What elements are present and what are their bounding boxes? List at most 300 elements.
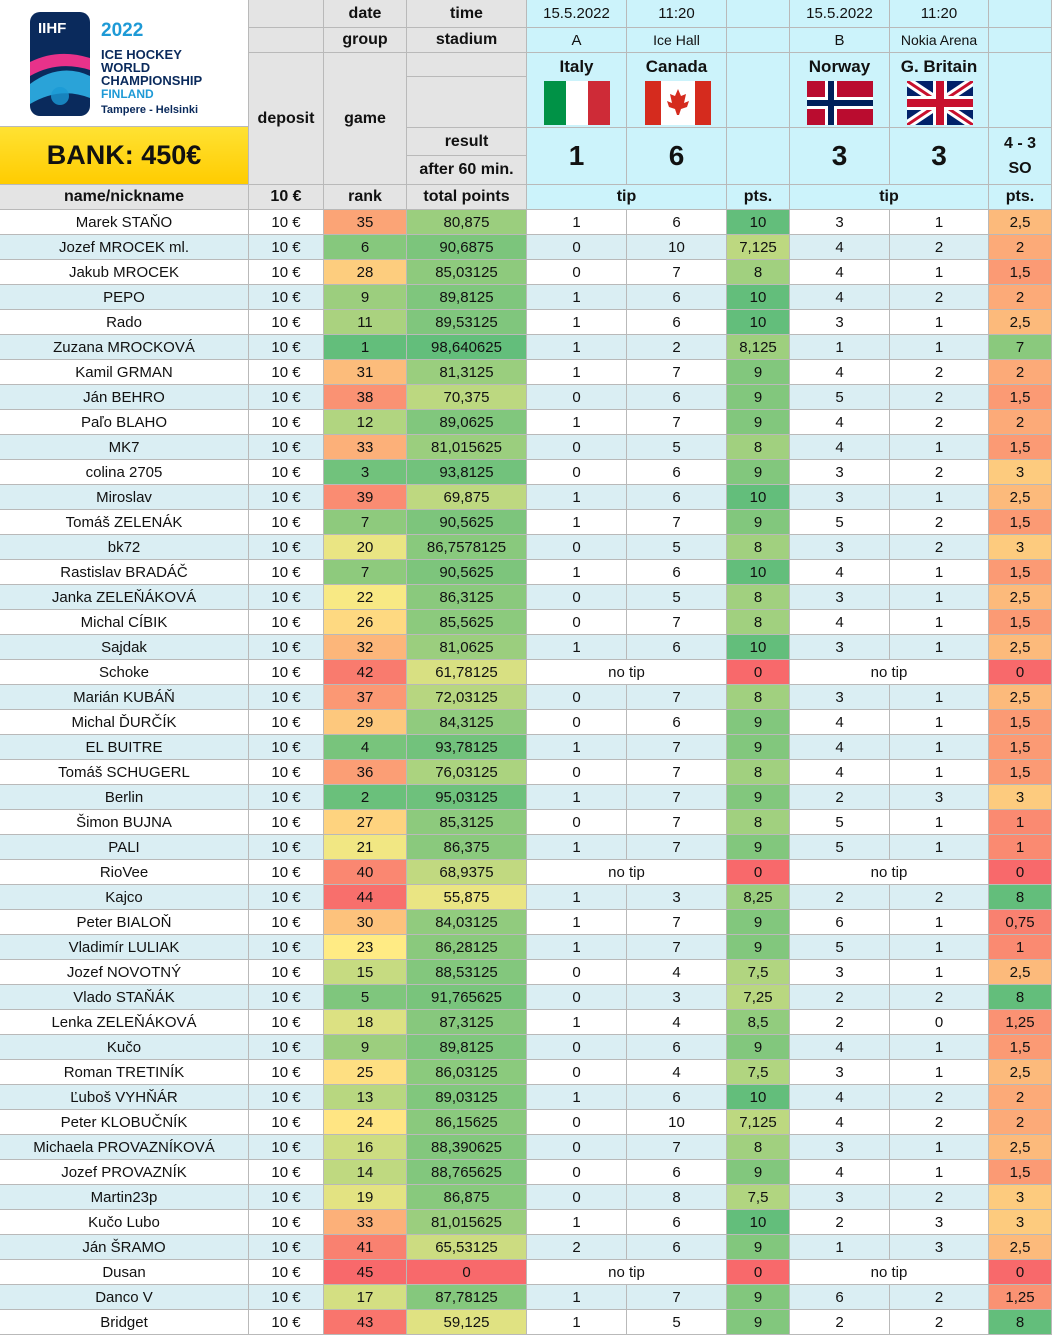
deposit-amount: 10 € (249, 1160, 324, 1185)
game2-points: 0 (989, 1260, 1052, 1285)
game1-points: 0 (727, 1260, 790, 1285)
game2-tip-away: 0 (890, 1010, 989, 1035)
game1-points: 9 (727, 1035, 790, 1060)
header-blank-4 (407, 77, 527, 128)
game2-tip-home: 3 (790, 210, 890, 235)
total-points-value: 68,9375 (407, 860, 527, 885)
game1-points: 10 (727, 560, 790, 585)
rank-value: 12 (324, 410, 407, 435)
game2-points: 2 (989, 360, 1052, 385)
total-points-value: 84,03125 (407, 910, 527, 935)
game2-tip-home: 2 (790, 1310, 890, 1335)
game2-tip-home: 4 (790, 435, 890, 460)
game1-points: 7,5 (727, 1060, 790, 1085)
game2-tip-home: 2 (790, 1010, 890, 1035)
game2-blank-top (989, 0, 1052, 28)
game2-tip-away: 1 (890, 835, 989, 860)
game2-tip-home: 5 (790, 810, 890, 835)
total-points-value: 81,015625 (407, 1210, 527, 1235)
game1-tip-home: 1 (527, 1285, 627, 1310)
norway-flag-icon (807, 81, 873, 125)
game1-tip-away: 8 (627, 1185, 727, 1210)
rank-value: 27 (324, 810, 407, 835)
game1-tip-home: 0 (527, 985, 627, 1010)
total-points-value: 69,875 (407, 485, 527, 510)
logo-line2: WORLD (101, 60, 151, 75)
game2-tip-away: 1 (890, 560, 989, 585)
game1-tip-away: 6 (627, 1210, 727, 1235)
game2-tip-away: 1 (890, 710, 989, 735)
game2-tip-away: 2 (890, 460, 989, 485)
game2-tip-away: 1 (890, 260, 989, 285)
deposit-amount: 10 € (249, 560, 324, 585)
game1-tip-away: 2 (627, 335, 727, 360)
rank-value: 14 (324, 1160, 407, 1185)
participant-name: Šimon BUJNA (0, 810, 249, 835)
game1-tip-home: 1 (527, 360, 627, 385)
game1-no-tip: no tip (527, 660, 727, 685)
game2-tip-away: 3 (890, 1235, 989, 1260)
game1-points: 8 (727, 810, 790, 835)
deposit-amount: 10 € (249, 1010, 324, 1035)
game1-team2: Canada (627, 53, 727, 128)
deposit-amount: 10 € (249, 935, 324, 960)
participant-name: PEPO (0, 285, 249, 310)
game2-tip-home: 4 (790, 360, 890, 385)
participant-name: Danco V (0, 1285, 249, 1310)
total-points-value: 72,03125 (407, 685, 527, 710)
participant-name: Kučo Lubo (0, 1210, 249, 1235)
game2-points: 2 (989, 235, 1052, 260)
deposit-amount: 10 € (249, 1235, 324, 1260)
game1-tip-away: 6 (627, 635, 727, 660)
game1-tip-away: 7 (627, 510, 727, 535)
game2-points: 3 (989, 535, 1052, 560)
participant-name: Jakub MROCEK (0, 260, 249, 285)
logo-line1: ICE HOCKEY (101, 47, 182, 62)
game2-tip-home: 3 (790, 310, 890, 335)
rank-value: 31 (324, 360, 407, 385)
group-header: group (324, 28, 407, 53)
rank-value: 36 (324, 760, 407, 785)
deposit-amount: 10 € (249, 635, 324, 660)
rank-value: 29 (324, 710, 407, 735)
rank-value: 7 (324, 510, 407, 535)
game1-tip-away: 4 (627, 960, 727, 985)
deposit-amount: 10 € (249, 410, 324, 435)
game2-tip-away: 2 (890, 1285, 989, 1310)
participant-name: Janka ZELEŇÁKOVÁ (0, 585, 249, 610)
deposit-amount: 10 € (249, 260, 324, 285)
game1-tip-away: 6 (627, 210, 727, 235)
game2-team2: G. Britain (890, 53, 989, 128)
game1-no-tip: no tip (527, 1260, 727, 1285)
logo-iihf-text: IIHF (38, 20, 67, 37)
game1-points: 9 (727, 835, 790, 860)
participant-name: Ján ŠRAMO (0, 1235, 249, 1260)
game2-stadium: Nokia Arena (890, 28, 989, 53)
rank-value: 16 (324, 1135, 407, 1160)
game2-tip-away: 1 (890, 810, 989, 835)
game2-points: 2 (989, 1085, 1052, 1110)
participant-name: Peter KLOBUČNÍK (0, 1110, 249, 1135)
rank-value: 26 (324, 610, 407, 635)
logo-year: 2022 (101, 20, 144, 41)
game1-points: 9 (727, 935, 790, 960)
game1-tip-away: 6 (627, 1035, 727, 1060)
deposit-amount: 10 € (249, 710, 324, 735)
game2-tip-home: 3 (790, 1185, 890, 1210)
game1-tip-away: 6 (627, 385, 727, 410)
rank-value: 9 (324, 1035, 407, 1060)
participant-name: Peter BIALOŇ (0, 910, 249, 935)
game2-points: 2,5 (989, 1235, 1052, 1260)
game1-date: 15.5.2022 (527, 0, 627, 28)
game1-points: 9 (727, 710, 790, 735)
game2-no-tip: no tip (790, 660, 989, 685)
game2-tip-home: 3 (790, 1060, 890, 1085)
deposit-amount: 10 € (249, 610, 324, 635)
game1-team1: Italy (527, 53, 627, 128)
deposit-amount: 10 € (249, 460, 324, 485)
game-header: game (324, 53, 407, 185)
game2-tip-home: 4 (790, 710, 890, 735)
rank-value: 41 (324, 1235, 407, 1260)
game2-tip-home: 3 (790, 535, 890, 560)
game1-tip-away: 5 (627, 585, 727, 610)
total-points-value: 85,03125 (407, 260, 527, 285)
rank-value: 9 (324, 285, 407, 310)
deposit-amount: 10 € (249, 535, 324, 560)
game1-points: 8 (727, 435, 790, 460)
total-points-value: 80,875 (407, 210, 527, 235)
game2-tip-away: 2 (890, 235, 989, 260)
game1-points: 8,125 (727, 335, 790, 360)
rank-column-header: rank (324, 185, 407, 210)
game1-tip-home: 0 (527, 960, 627, 985)
game2-date: 15.5.2022 (790, 0, 890, 28)
game2-points: 1 (989, 835, 1052, 860)
game2-points: 2 (989, 1110, 1052, 1135)
game1-tip-away: 6 (627, 310, 727, 335)
game1-score1: 1 (527, 128, 627, 185)
game1-tip-away: 3 (627, 985, 727, 1010)
participant-name: Kamil GRMAN (0, 360, 249, 385)
game1-points: 7,125 (727, 235, 790, 260)
game2-points: 1,5 (989, 1160, 1052, 1185)
game1-tip-home: 1 (527, 835, 627, 860)
participant-name: Ján BEHRO (0, 385, 249, 410)
game2-tip-away: 2 (890, 410, 989, 435)
rank-value: 39 (324, 485, 407, 510)
game1-points: 9 (727, 360, 790, 385)
deposit-amount: 10 € (249, 1285, 324, 1310)
game1-points: 9 (727, 785, 790, 810)
game1-tip-away: 7 (627, 910, 727, 935)
deposit-amount: 10 € (249, 1310, 324, 1335)
logo-line4: FINLAND (101, 87, 154, 101)
game2-tip-away: 1 (890, 210, 989, 235)
deposit-amount: 10 € (249, 360, 324, 385)
game2-tip-home: 2 (790, 885, 890, 910)
game1-tip-home: 0 (527, 235, 627, 260)
total-points-value: 86,03125 (407, 1060, 527, 1085)
total-points-value: 88,765625 (407, 1160, 527, 1185)
iihf-logo (0, 0, 249, 127)
game1-points: 10 (727, 1210, 790, 1235)
game2-tip-away: 1 (890, 960, 989, 985)
game2-tip-home: 2 (790, 785, 890, 810)
game1-time: 11:20 (627, 0, 727, 28)
game1-tip-home: 0 (527, 435, 627, 460)
game2-points: 2 (989, 285, 1052, 310)
game1-points: 8,25 (727, 885, 790, 910)
game2-points: 8 (989, 985, 1052, 1010)
game1-tip-home: 1 (527, 510, 627, 535)
game2-blank-mid (989, 28, 1052, 53)
game1-tip-home: 0 (527, 1160, 627, 1185)
game2-points: 0,75 (989, 910, 1052, 935)
game2-tip-home: 4 (790, 410, 890, 435)
bank-total: BANK: 450€ (0, 127, 249, 185)
total-points-value: 81,3125 (407, 360, 527, 385)
game2-points: 2 (989, 410, 1052, 435)
total-points-value: 84,3125 (407, 710, 527, 735)
participant-name: Marián KUBÁŇ (0, 685, 249, 710)
participant-name: Ľuboš VYHŇÁR (0, 1085, 249, 1110)
game2-tip-home: 3 (790, 485, 890, 510)
game1-tip-home: 2 (527, 1235, 627, 1260)
game2-points: 2,5 (989, 960, 1052, 985)
total-points-value: 90,5625 (407, 510, 527, 535)
game2-points: 2,5 (989, 210, 1052, 235)
rank-value: 35 (324, 210, 407, 235)
game2-points: 2,5 (989, 1060, 1052, 1085)
total-points-value: 93,78125 (407, 735, 527, 760)
game1-points: 8 (727, 1135, 790, 1160)
game1-tip-home: 1 (527, 1310, 627, 1335)
participant-name: Miroslav (0, 485, 249, 510)
game2-tip-header: tip (790, 185, 989, 210)
time-header: time (407, 0, 527, 28)
deposit-amount: 10 € (249, 1085, 324, 1110)
game2-tip-away: 3 (890, 1210, 989, 1235)
total-points-value: 89,8125 (407, 1035, 527, 1060)
game1-tip-away: 6 (627, 485, 727, 510)
game1-tip-home: 0 (527, 760, 627, 785)
game2-points: 2,5 (989, 635, 1052, 660)
participant-name: Vladimír LULIAK (0, 935, 249, 960)
rank-value: 24 (324, 1110, 407, 1135)
game2-points: 7 (989, 335, 1052, 360)
deposit-header: deposit (249, 53, 324, 185)
deposit-amount: 10 € (249, 435, 324, 460)
participant-name: Sajdak (0, 635, 249, 660)
game1-tip-home: 1 (527, 560, 627, 585)
game1-points: 9 (727, 735, 790, 760)
game2-tip-home: 4 (790, 760, 890, 785)
game1-points: 7,5 (727, 960, 790, 985)
game2-shootout-note (989, 128, 1052, 185)
game1-points: 10 (727, 310, 790, 335)
game2-team1: Norway (790, 53, 890, 128)
stadium-header: stadium (407, 28, 527, 53)
game2-tip-home: 1 (790, 1235, 890, 1260)
rank-value: 22 (324, 585, 407, 610)
rank-value: 4 (324, 735, 407, 760)
game2-tip-away: 1 (890, 585, 989, 610)
deposit-amount: 10 € (249, 1260, 324, 1285)
game1-points: 9 (727, 1310, 790, 1335)
game1-points: 7,25 (727, 985, 790, 1010)
deposit-amount: 10 € (249, 385, 324, 410)
participant-name: Jozef NOVOTNÝ (0, 960, 249, 985)
total-points-value: 90,6875 (407, 235, 527, 260)
game1-points: 7,5 (727, 1185, 790, 1210)
game2-points: 8 (989, 1310, 1052, 1335)
total-points-value: 89,03125 (407, 1085, 527, 1110)
game2-points: 1 (989, 810, 1052, 835)
rank-value: 21 (324, 835, 407, 860)
rank-value: 2 (324, 785, 407, 810)
deposit-amount: 10 € (249, 510, 324, 535)
game2-points: 1,5 (989, 385, 1052, 410)
game2-tip-away: 1 (890, 935, 989, 960)
game1-tip-home: 0 (527, 585, 627, 610)
rank-value: 19 (324, 1185, 407, 1210)
game2-tip-home: 4 (790, 1085, 890, 1110)
deposit-amount: 10 € (249, 1210, 324, 1235)
game1-note (727, 128, 790, 185)
total-points-value: 86,15625 (407, 1110, 527, 1135)
game2-tip-home: 3 (790, 960, 890, 985)
total-points-column-header: total points (407, 185, 527, 210)
rank-value: 5 (324, 985, 407, 1010)
game2-group: B (790, 28, 890, 53)
deposit-amount: 10 € (249, 735, 324, 760)
game1-points: 10 (727, 635, 790, 660)
game1-tip-home: 0 (527, 460, 627, 485)
game2-points: 2,5 (989, 685, 1052, 710)
game2-tip-away: 2 (890, 510, 989, 535)
game1-tip-away: 7 (627, 810, 727, 835)
game1-tip-home: 0 (527, 260, 627, 285)
game2-tip-home: 5 (790, 510, 890, 535)
rank-value: 3 (324, 460, 407, 485)
rank-value: 30 (324, 910, 407, 935)
game1-tip-home: 1 (527, 210, 627, 235)
header-blank-2 (249, 28, 324, 53)
game2-points: 0 (989, 860, 1052, 885)
deposit-amount: 10 € (249, 885, 324, 910)
rank-value: 17 (324, 1285, 407, 1310)
participant-name: Marek STAŇO (0, 210, 249, 235)
logo-line3: CHAMPIONSHIP (101, 73, 203, 88)
game1-tip-home: 0 (527, 685, 627, 710)
game1-points: 10 (727, 210, 790, 235)
rank-value: 42 (324, 660, 407, 685)
game2-tip-away: 1 (890, 310, 989, 335)
game2-points: 3 (989, 785, 1052, 810)
game2-tip-home: 3 (790, 1135, 890, 1160)
game1-points: 8 (727, 760, 790, 785)
game1-points: 9 (727, 410, 790, 435)
total-points-value: 76,03125 (407, 760, 527, 785)
rank-value: 44 (324, 885, 407, 910)
game1-score2: 6 (627, 128, 727, 185)
game2-score2: 3 (890, 128, 989, 185)
logo-line5: Tampere - Helsinki (101, 104, 198, 116)
game1-blank-top (727, 0, 790, 28)
total-points-value: 87,78125 (407, 1285, 527, 1310)
deposit-amount: 10 € (249, 1135, 324, 1160)
game1-points: 9 (727, 1235, 790, 1260)
game1-blank-team (727, 53, 790, 128)
result-header-line1: result (407, 128, 527, 156)
game1-tip-away: 3 (627, 885, 727, 910)
game2-points: 8 (989, 885, 1052, 910)
date-header: date (324, 0, 407, 28)
game2-points: 1,5 (989, 735, 1052, 760)
total-points-value: 90,5625 (407, 560, 527, 585)
game2-tip-away: 2 (890, 1110, 989, 1135)
game2-points: 1,5 (989, 435, 1052, 460)
rank-value: 43 (324, 1310, 407, 1335)
game1-tip-away: 4 (627, 1010, 727, 1035)
game1-tip-away: 7 (627, 610, 727, 635)
participant-name: bk72 (0, 535, 249, 560)
game1-points: 10 (727, 1085, 790, 1110)
rank-value: 38 (324, 385, 407, 410)
game2-points: 1,25 (989, 1285, 1052, 1310)
game2-score1: 3 (790, 128, 890, 185)
game1-tip-away: 7 (627, 785, 727, 810)
deposit-amount: 10 € (249, 835, 324, 860)
italy-flag-icon (544, 81, 610, 125)
game1-tip-away: 6 (627, 560, 727, 585)
game2-points: 0 (989, 660, 1052, 685)
canada-flag-icon (645, 81, 711, 125)
game2-tip-home: 6 (790, 910, 890, 935)
game2-tip-away: 2 (890, 535, 989, 560)
deposit-amount: 10 € (249, 210, 324, 235)
game1-tip-home: 0 (527, 1185, 627, 1210)
participant-name: PALI (0, 835, 249, 860)
deposit-amount: 10 € (249, 235, 324, 260)
game2-tip-away: 1 (890, 335, 989, 360)
game2-tip-away: 2 (890, 985, 989, 1010)
game1-tip-home: 0 (527, 1110, 627, 1135)
total-points-value: 86,3125 (407, 585, 527, 610)
game2-points: 1 (989, 935, 1052, 960)
deposit-amount: 10 € (249, 310, 324, 335)
game2-tip-away: 2 (890, 1185, 989, 1210)
game1-tip-home: 1 (527, 1210, 627, 1235)
game2-tip-away: 1 (890, 1035, 989, 1060)
participant-name: Paľo BLAHO (0, 410, 249, 435)
game1-group: A (527, 28, 627, 53)
game1-tip-away: 7 (627, 410, 727, 435)
total-points-value: 81,015625 (407, 435, 527, 460)
game1-points: 9 (727, 1285, 790, 1310)
deposit-amount: 10 € (249, 785, 324, 810)
game1-tip-away: 4 (627, 1060, 727, 1085)
total-points-value: 88,53125 (407, 960, 527, 985)
game2-tip-home: 4 (790, 560, 890, 585)
game1-tip-away: 6 (627, 1085, 727, 1110)
game2-tip-home: 6 (790, 1285, 890, 1310)
participant-name: Berlin (0, 785, 249, 810)
